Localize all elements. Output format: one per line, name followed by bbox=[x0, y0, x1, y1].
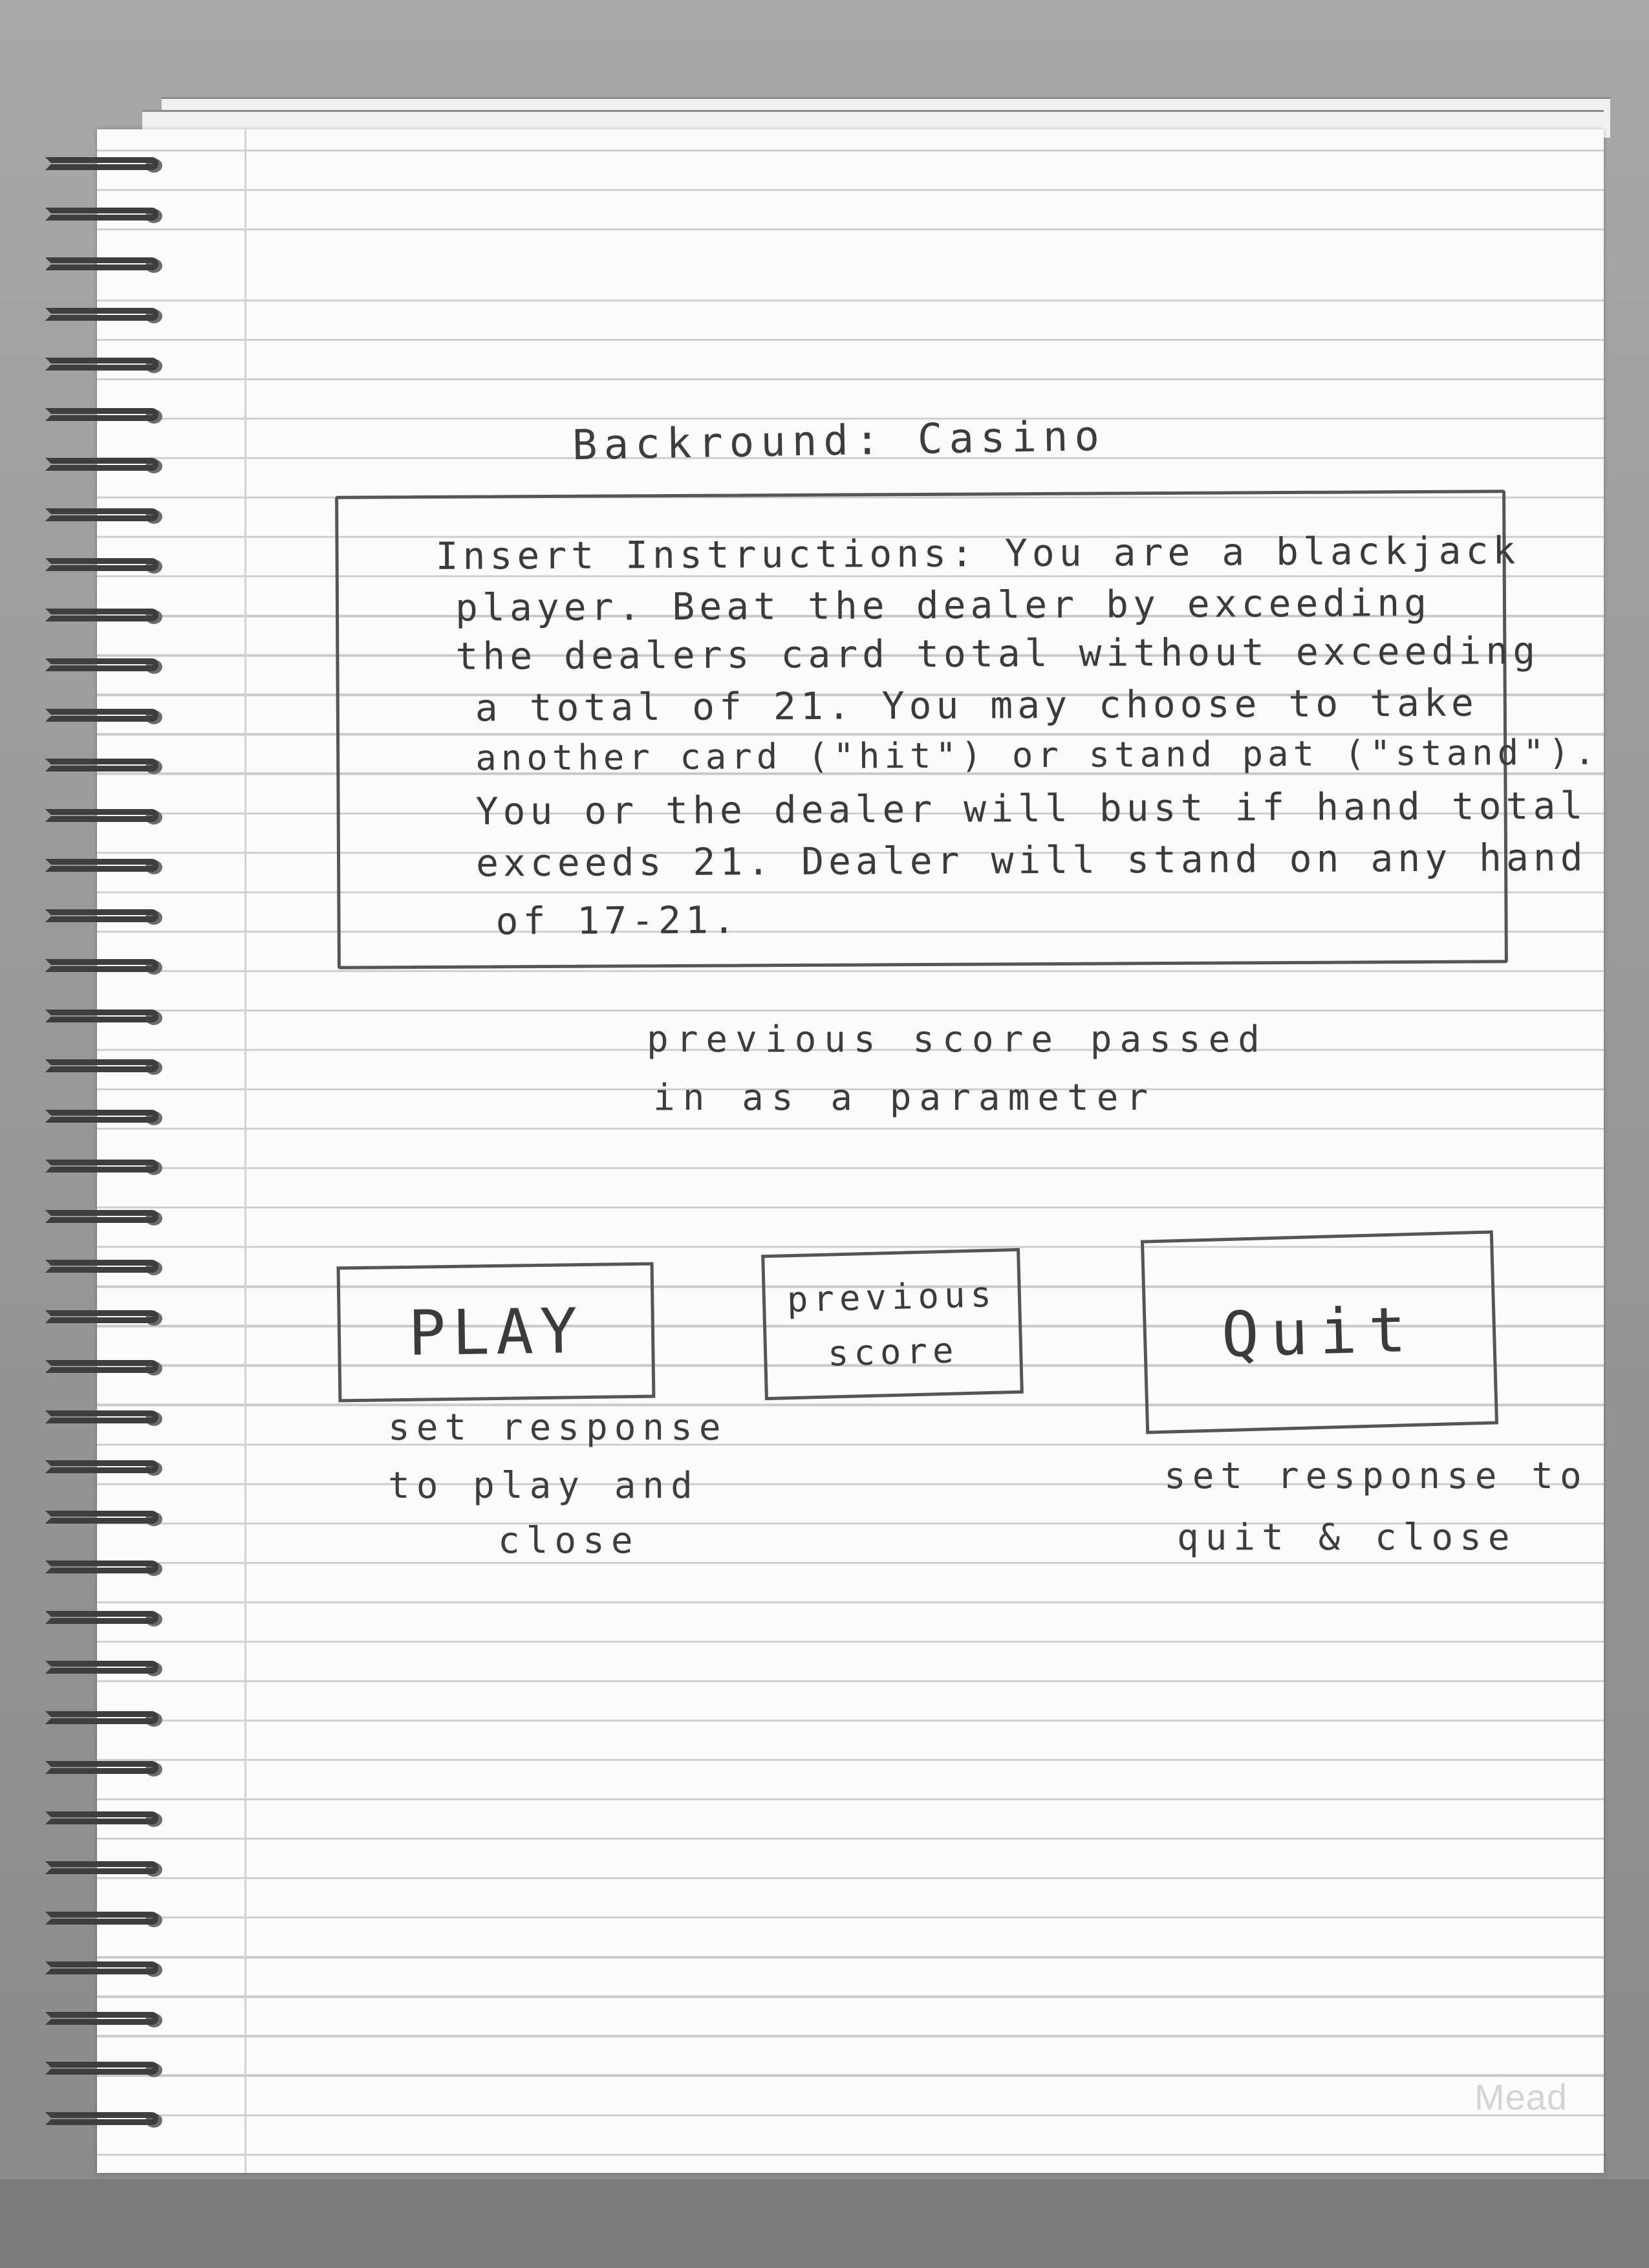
spiral-wire bbox=[45, 458, 158, 471]
quit-button[interactable] bbox=[1141, 1230, 1498, 1434]
spiral-wire bbox=[45, 2012, 158, 2025]
instructions-line: Insert Instructions: You are a blackjack bbox=[435, 528, 1520, 578]
spiral-coil bbox=[39, 1956, 168, 1982]
spiral-wire bbox=[45, 1661, 158, 1674]
spiral-coil bbox=[39, 1555, 168, 1581]
spiral-wire bbox=[45, 809, 158, 822]
spiral-wire bbox=[45, 2112, 158, 2125]
play-button[interactable] bbox=[337, 1262, 656, 1403]
spiral-wire bbox=[45, 157, 158, 170]
instructions-line: a total of 21. You may choose to take bbox=[475, 680, 1478, 730]
spiral-wire bbox=[45, 257, 158, 270]
spiral-wire bbox=[45, 1210, 158, 1223]
instructions-line: another card ("hit") or stand pat ("stand"). bbox=[475, 731, 1600, 779]
spiral-coil bbox=[39, 1706, 168, 1732]
quit-button-label: Quit bbox=[1220, 1293, 1419, 1372]
spiral-coil bbox=[39, 1606, 168, 1632]
spiral-binding bbox=[39, 152, 175, 2176]
margin-line bbox=[244, 129, 246, 2173]
page-title: Backround: Casino bbox=[572, 412, 1106, 470]
instructions-line: player. Beat the dealer by exceeding bbox=[455, 580, 1432, 630]
spiral-coil bbox=[39, 202, 168, 228]
spiral-wire bbox=[45, 909, 158, 922]
spiral-wire bbox=[45, 709, 158, 722]
spiral-coil bbox=[39, 352, 168, 378]
spiral-coil bbox=[39, 303, 168, 329]
spiral-wire bbox=[45, 1912, 158, 1925]
spiral-coil bbox=[39, 453, 168, 479]
play-annotation-line1: set response bbox=[388, 1407, 727, 1449]
spiral-coil bbox=[39, 503, 168, 529]
spiral-wire bbox=[45, 959, 158, 972]
instructions-line: You or the dealer will bust if hand total bbox=[475, 783, 1588, 834]
spiral-coil bbox=[39, 704, 168, 729]
previous-score-button[interactable] bbox=[761, 1248, 1024, 1400]
spiral-coil bbox=[39, 1656, 168, 1681]
spiral-coil bbox=[39, 1806, 168, 1832]
spiral-wire bbox=[45, 1711, 158, 1724]
score-note-line1: previous score passed bbox=[647, 1019, 1268, 1061]
spiral-coil bbox=[39, 1455, 168, 1481]
instructions-box bbox=[335, 490, 1600, 969]
spiral-wire bbox=[45, 208, 158, 221]
spiral-wire bbox=[45, 1010, 158, 1022]
spiral-coil bbox=[39, 954, 168, 980]
spiral-wire bbox=[45, 1260, 158, 1273]
spiral-coil bbox=[39, 252, 168, 278]
spiral-coil bbox=[39, 804, 168, 830]
spiral-wire bbox=[45, 1861, 158, 1874]
mead-logo: Mead bbox=[1474, 2077, 1568, 2117]
spiral-coil bbox=[39, 1205, 168, 1231]
previous-score-label-line1: previous bbox=[786, 1273, 997, 1320]
spiral-wire bbox=[45, 658, 158, 671]
spiral-coil bbox=[39, 1305, 168, 1331]
spiral-coil bbox=[39, 753, 168, 779]
spiral-wire bbox=[45, 1410, 158, 1423]
spiral-wire bbox=[45, 2062, 158, 2075]
spiral-wire bbox=[45, 1961, 158, 1974]
spiral-wire bbox=[45, 308, 158, 321]
spiral-coil bbox=[39, 904, 168, 930]
scanner-shadow bbox=[0, 2179, 1649, 2268]
spiral-wire bbox=[45, 508, 158, 521]
spiral-wire bbox=[45, 408, 158, 421]
spiral-wire bbox=[45, 358, 158, 371]
spiral-coil bbox=[39, 1856, 168, 1882]
spiral-wire bbox=[45, 1059, 158, 1072]
score-note-line2: in as a parameter bbox=[653, 1077, 1156, 1119]
spiral-coil bbox=[39, 1004, 168, 1030]
spiral-coil bbox=[39, 553, 168, 579]
spiral-coil bbox=[39, 1154, 168, 1180]
spiral-wire bbox=[45, 1310, 158, 1323]
spiral-wire bbox=[45, 1561, 158, 1573]
play-annotation-line2: to play and bbox=[388, 1465, 699, 1507]
spiral-wire bbox=[45, 1360, 158, 1373]
spiral-wire bbox=[45, 609, 158, 621]
spiral-coil bbox=[39, 2007, 168, 2033]
spiral-wire bbox=[45, 759, 158, 772]
spiral-wire bbox=[45, 1811, 158, 1824]
spiral-wire bbox=[45, 1611, 158, 1624]
spiral-coil bbox=[39, 2057, 168, 2082]
instructions-line: the dealers card total without exceeding bbox=[455, 628, 1540, 678]
spiral-coil bbox=[39, 2107, 168, 2133]
spiral-coil bbox=[39, 854, 168, 880]
spiral-wire bbox=[45, 1160, 158, 1172]
spiral-wire bbox=[45, 1460, 158, 1473]
spiral-coil bbox=[39, 1906, 168, 1932]
spiral-coil bbox=[39, 1405, 168, 1431]
spiral-coil bbox=[39, 1506, 168, 1531]
play-button-label: PLAY bbox=[407, 1295, 585, 1370]
quit-annotation-line1: set response to bbox=[1164, 1455, 1588, 1497]
spiral-wire bbox=[45, 1511, 158, 1524]
spiral-coil bbox=[39, 403, 168, 429]
spiral-coil bbox=[39, 1756, 168, 1782]
previous-score-label-line2: score bbox=[827, 1329, 960, 1374]
quit-annotation-line2: quit & close bbox=[1177, 1517, 1516, 1559]
spiral-wire bbox=[45, 859, 158, 872]
spiral-coil bbox=[39, 1255, 168, 1280]
spiral-coil bbox=[39, 1054, 168, 1080]
spiral-coil bbox=[39, 603, 168, 629]
spiral-coil bbox=[39, 1105, 168, 1130]
instructions-line: exceeds 21. Dealer will stand on any hand bbox=[475, 835, 1588, 885]
spiral-coil bbox=[39, 152, 168, 178]
instructions-line: of 17-21. bbox=[495, 898, 740, 944]
play-annotation-line3: close bbox=[498, 1520, 640, 1562]
spiral-wire bbox=[45, 1761, 158, 1774]
spiral-coil bbox=[39, 1355, 168, 1381]
spiral-coil bbox=[39, 653, 168, 679]
spiral-wire bbox=[45, 558, 158, 571]
spiral-wire bbox=[45, 1110, 158, 1123]
